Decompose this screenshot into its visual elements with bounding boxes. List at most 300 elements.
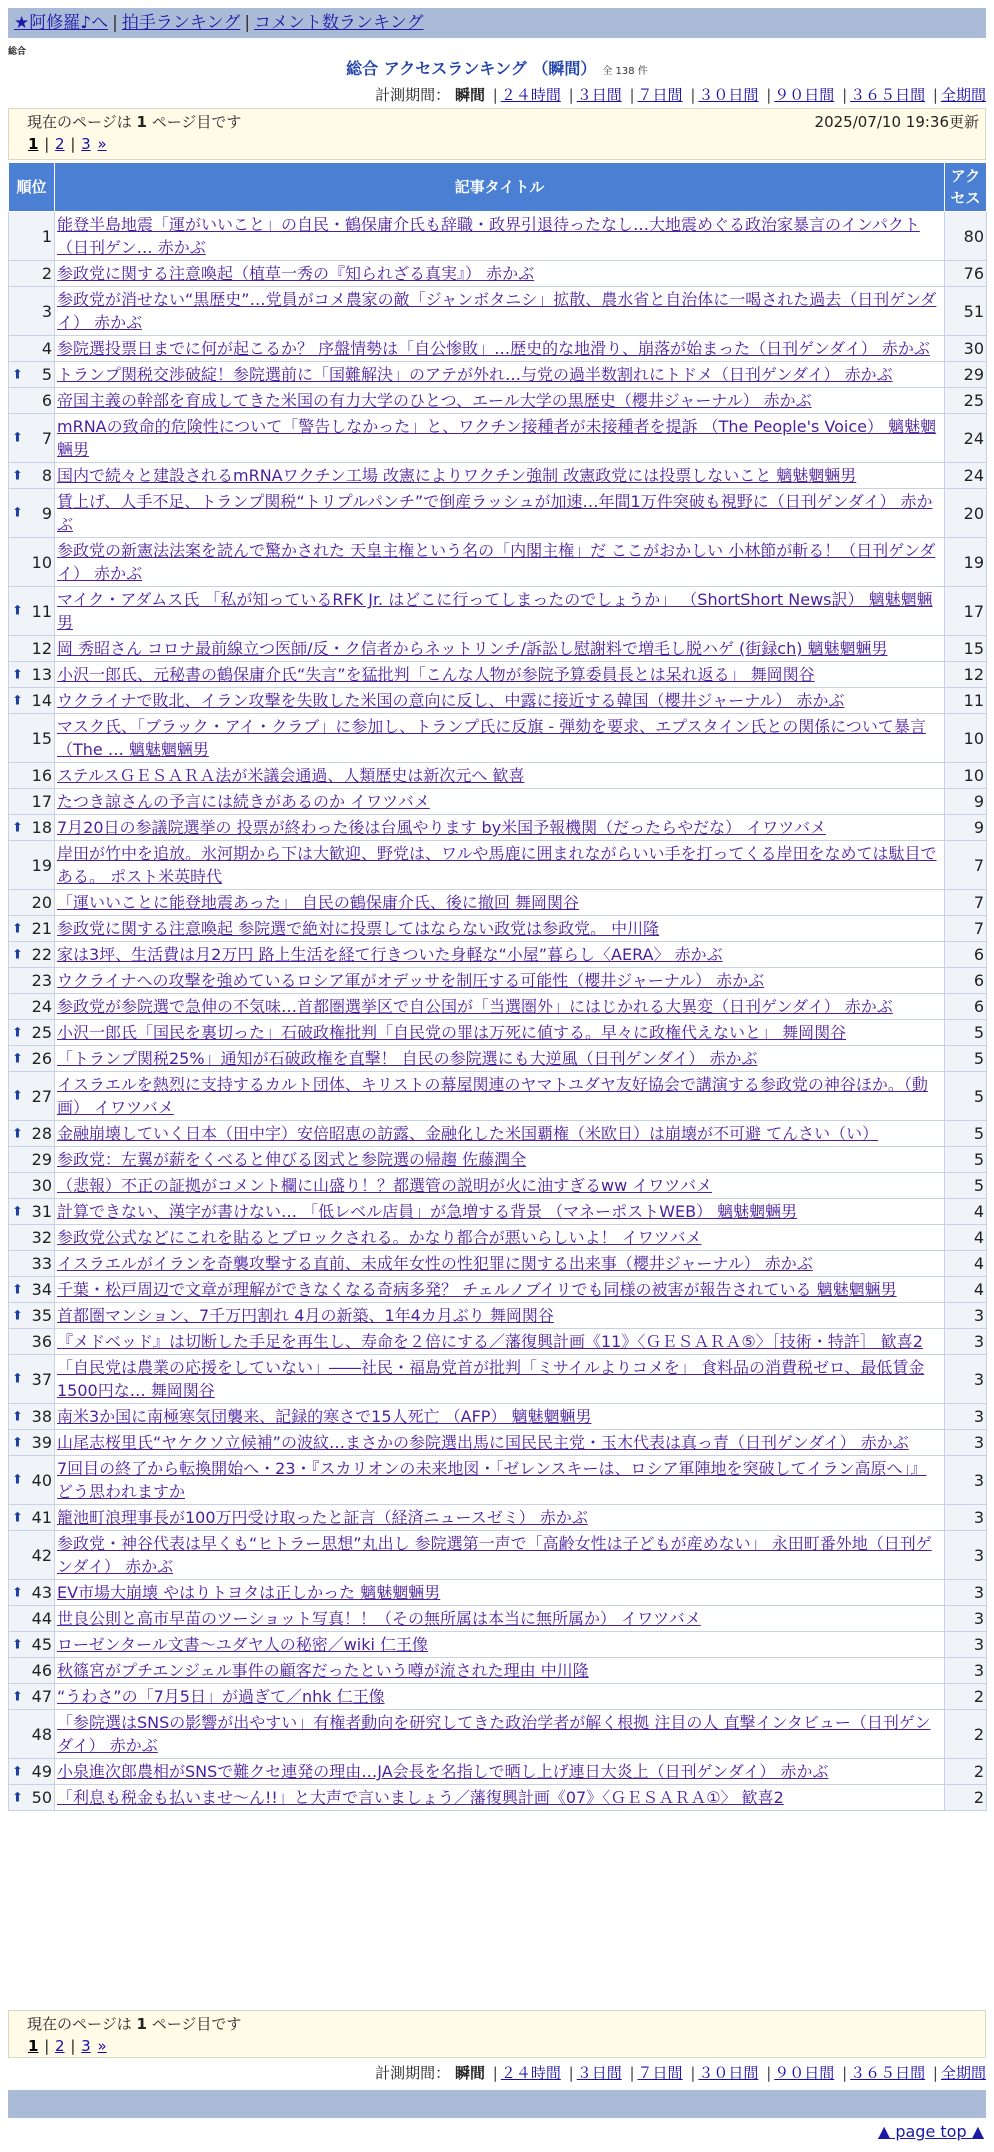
access-count: 51: [945, 287, 987, 336]
access-count: 17: [945, 587, 987, 636]
title-cell: [55, 1277, 945, 1303]
title-cell: [55, 1684, 945, 1710]
title-cell: [55, 1606, 945, 1632]
access-count: 9: [945, 815, 987, 841]
article-title-link[interactable]: トランプ関税交渉破綻！参院選前に「国難解決」のアテが外れ…与党の過半数割れにトドメ（日刊ゲンダイ） 赤かぶ: [57, 365, 893, 384]
rank-cell: [9, 688, 55, 714]
rank-cell: [9, 763, 55, 789]
rank-cell: [9, 287, 55, 336]
access-count: 3: [945, 1505, 987, 1531]
updated-timestamp: 2025/07/10 19:36更新: [814, 113, 979, 131]
rank-number: 45: [31, 1635, 52, 1654]
title-cell: [55, 688, 945, 714]
rank-number: 24: [31, 997, 52, 1016]
title-cell: [55, 1251, 945, 1277]
rank-number: 27: [31, 1086, 52, 1106]
rank-up-arrow-icon: ⬆: [12, 1051, 23, 1066]
table-row: [9, 1020, 987, 1046]
rank-number: 5: [41, 365, 52, 384]
rank-cell: [9, 1632, 55, 1658]
article-title-link[interactable]: 小沢一郎氏「国民を裏切った」石破政権批判「自民党の罪は万死に値する。早々に政権代えないと」 舞岡関谷: [57, 1023, 847, 1042]
title-cell: [55, 1225, 945, 1251]
period-label: 計測期間：: [375, 2064, 451, 2082]
rank-number: 11: [31, 601, 52, 621]
access-count: 3: [945, 1404, 987, 1430]
top-navigation-bar: [8, 8, 986, 38]
access-count: 24: [945, 463, 987, 489]
title-cell: [55, 636, 945, 662]
article-title-link[interactable]: 参政党に関する注意喚起（植草一秀の『知られざる真実』） 赤かぶ: [57, 264, 535, 283]
article-title-link[interactable]: 国内で続々と建設されるmRNAワクチン工場 改憲によりワクチン強制 改憲政党には投票しないこと 魑魅魍魎男: [57, 466, 857, 485]
pager-page-3[interactable]: 3: [81, 135, 91, 153]
rank-cell: [9, 1505, 55, 1531]
access-count: 25: [945, 388, 987, 414]
article-title-link[interactable]: 参政党が消せない“黒歴史”…党員がコメ農家の敵「ジャンボタニシ」拡散、農水省と自治体に一喝された過去（日刊ゲンダイ） 赤かぶ: [57, 290, 937, 332]
table-row: [9, 688, 987, 714]
rank-number: 15: [31, 728, 52, 748]
access-count: 3: [945, 1329, 987, 1355]
title-cell: [55, 841, 945, 890]
rank-number: 3: [41, 301, 52, 321]
article-title-link[interactable]: 首都圏マンション、7千万円割れ 4月の新築、1年4カ月ぶり 舞岡関谷: [57, 1306, 554, 1325]
rank-cell: [9, 388, 55, 414]
article-title-link[interactable]: 「利息も税金も払いませ〜ん!!」と大声で言いましょう／藩復興計画《07》〈ＧＥＳＡＲＡ①〉 歓喜2: [57, 1788, 784, 1807]
page-top-link[interactable]: ▲ page top ▲: [877, 2122, 984, 2141]
title-cell: [55, 212, 945, 261]
access-count: 2: [945, 1710, 987, 1759]
title-cell: [55, 1199, 945, 1225]
table-row: [9, 1606, 987, 1632]
access-count: 7: [945, 841, 987, 890]
table-row: [9, 1303, 987, 1329]
rank-up-arrow-icon: ⬆: [12, 505, 23, 521]
rank-up-arrow-icon: ⬆: [12, 1308, 23, 1323]
access-count: 5: [945, 1173, 987, 1199]
rank-number: 32: [31, 1228, 52, 1247]
rank-cell: [9, 1606, 55, 1632]
nav-link-comment-ranking[interactable]: コメント数ランキング: [254, 13, 424, 33]
rank-up-arrow-icon: ⬆: [12, 1585, 23, 1600]
period-link-24h[interactable]: ２４時間: [500, 86, 561, 104]
article-title-link[interactable]: 参政党に関する注意喚起 参院選で絶対に投票してはならない政党は参政党。 中川隆: [57, 919, 660, 938]
article-title-link[interactable]: 「自民党は農業の応援をしていない」――社民・福島党首が批判「ミサイルよりコメを」 食料品の消費税ゼロ、最低賃金1500円な… 舞岡関谷: [57, 1358, 925, 1400]
title-cell: [55, 261, 945, 287]
access-count: 2: [945, 1785, 987, 1811]
article-title-link[interactable]: 賃上げ、人手不足、トランプ関税“トリプルパンチ”で倒産ラッシュが加速…年間1万件突破も視野に（日刊ゲンダイ） 赤かぶ: [57, 492, 933, 534]
article-title-link[interactable]: 参政党・神谷代表は早くも“ヒトラー思想”丸出し 参院選第一声で「高齢女性は子どもが産めない」 永田町番外地（日刊ゲンダイ） 赤かぶ: [57, 1534, 932, 1576]
category-label: 総合: [8, 47, 27, 57]
title-cell: [55, 414, 945, 463]
table-row: [9, 890, 987, 916]
period-link-30d[interactable]: ３０日間: [698, 86, 759, 104]
access-count: 10: [945, 714, 987, 763]
article-title-link[interactable]: 籠池町浪理事長が100万円受け取ったと証言（経済ニュースゼミ） 赤かぶ: [57, 1508, 588, 1527]
article-title-link[interactable]: 7回目の終了から転換開始へ・23・『スカリオンの未来地図・「ゼレンスキーは、ロシア軍陣地を突破してイラン高原へ」』どう思われますか: [57, 1459, 927, 1501]
pager-page-3[interactable]: 3: [81, 2037, 91, 2055]
table-row: [9, 463, 987, 489]
rank-number: 18: [31, 818, 52, 837]
rank-up-arrow-icon: ⬆: [12, 1764, 23, 1779]
article-title-link[interactable]: 岡 秀昭さん コロナ最前線立つ医師/反・ク信者からネットリンチ/訴訟し慰謝料で増毛し脱ハゲ (街録ch) 魑魅魍魎男: [57, 639, 888, 658]
table-row: [9, 336, 987, 362]
period-label: 計測期間：: [375, 86, 451, 104]
period-current: 瞬間: [454, 2064, 485, 2082]
table-row: [9, 1430, 987, 1456]
rank-up-arrow-icon: ⬆: [12, 430, 23, 446]
table-row: [9, 1684, 987, 1710]
article-title-link[interactable]: 小泉進次郎農相がSNSで難クセ連発の理由…JA会長を名指しで晒し上げ連日大炎上（日刊ゲンダイ） 赤かぶ: [57, 1762, 829, 1781]
column-header-title: 記事タイトル: [55, 163, 945, 212]
table-row: [9, 538, 987, 587]
access-count: 76: [945, 261, 987, 287]
article-title-link[interactable]: 参政党の新憲法法案を読んで驚かされた 天皇主権という名の「内閣主権」だ ここがおかしい 小林節が斬る！（日刊ゲンダイ） 赤かぶ: [57, 541, 936, 583]
rank-cell: [9, 362, 55, 388]
nav-link-applause-ranking[interactable]: 拍手ランキング: [121, 13, 241, 33]
title-cell: [55, 890, 945, 916]
article-title-link[interactable]: ウクライナへの攻撃を強めているロシア軍がオデッサを制圧する可能性（櫻井ジャーナル） 赤かぶ: [57, 971, 765, 990]
article-title-link[interactable]: 岸田が竹中を追放。氷河期から下は大歓迎、野党は、ワルや馬鹿に囲まれながらいい手を打ってくる岸田をなめては駄目である。 ポスト米英時代: [57, 844, 937, 886]
pager-next[interactable]: »: [97, 2037, 107, 2055]
title-cell: [55, 942, 945, 968]
access-count: 80: [945, 212, 987, 261]
rank-number: 40: [31, 1470, 52, 1490]
rank-up-arrow-icon: ⬆: [12, 1371, 23, 1387]
column-header-access: アクセス: [945, 163, 987, 212]
title-cell: [55, 1329, 945, 1355]
article-title-link[interactable]: 家は3坪、生活費は月2万円 路上生活を経て行きついた身軽な“小屋”暮らし〈AERA〉 赤かぶ: [57, 945, 723, 964]
rank-number: 21: [31, 919, 52, 938]
rank-number: 28: [31, 1124, 52, 1143]
table-row: [9, 1404, 987, 1430]
rank-cell: [9, 1225, 55, 1251]
rank-number: 44: [31, 1609, 52, 1628]
rank-cell: [9, 489, 55, 538]
article-title-link[interactable]: 小沢一郎氏、元秘書の鶴保庸介氏“失言”を猛批判「こんな人物が参院予算委員長とは呆れ返る」 舞岡関谷: [57, 665, 815, 684]
article-title-link[interactable]: 秋篠宮がプチエンジェル事件の顧客だったという噂が流された理由 中川隆: [57, 1661, 589, 1680]
rank-cell: [9, 1430, 55, 1456]
article-title-link[interactable]: 山尾志桜里氏“ヤケクソ立候補”の波紋…まさかの参院選出馬に国民民主党・玉木代表は真っ青（日刊ゲンダイ） 赤かぶ: [57, 1433, 909, 1452]
rank-number: 13: [31, 665, 52, 684]
rank-number: 4: [41, 339, 52, 358]
article-title-link[interactable]: 世良公則と高市早苗のツーショット写真！！（その無所属は本当に無所属か） イワツバメ: [57, 1609, 701, 1628]
rank-number: 1: [41, 226, 52, 246]
rank-number: 8: [41, 466, 52, 485]
rank-up-arrow-icon: ⬆: [12, 1637, 23, 1652]
access-count: 5: [945, 1121, 987, 1147]
table-row: [9, 362, 987, 388]
title-cell: [55, 1147, 945, 1173]
access-count: 10: [945, 763, 987, 789]
article-title-link[interactable]: 計算できない、漢字が書けない… 「低レベル店員」が急増する背景 （マネーポストWEB） 魑魅魍魎男: [57, 1202, 798, 1221]
table-row: [9, 789, 987, 815]
title-cell: [55, 1632, 945, 1658]
table-row: [9, 1173, 987, 1199]
rank-number: 50: [31, 1788, 52, 1807]
rank-number: 47: [31, 1687, 52, 1706]
rank-cell: [9, 1684, 55, 1710]
rank-number: 41: [31, 1508, 52, 1527]
rank-number: 17: [31, 792, 52, 811]
title-cell: [55, 1355, 945, 1404]
rank-cell: [9, 1199, 55, 1225]
access-count: 3: [945, 1430, 987, 1456]
access-count: 7: [945, 890, 987, 916]
article-title-link[interactable]: ステルスＧＥＳＡＲＡ法が米議会通過、人類歴史は新次元へ 歓喜: [57, 766, 525, 785]
article-title-link[interactable]: EV市場大崩壊 やはりトヨタは正しかった 魑魅魍魎男: [57, 1583, 441, 1602]
rank-up-arrow-icon: ⬆: [12, 468, 23, 483]
access-count: 3: [945, 1658, 987, 1684]
table-row: [9, 489, 987, 538]
period-link-24h[interactable]: ２４時間: [500, 2064, 561, 2082]
article-title-link[interactable]: マイク・アダムス氏 「私が知っているRFK Jr. はどこに行ってしまったのでしょうか」 （ShortShort News訳） 魑魅魍魎男: [57, 590, 933, 632]
table-row: [9, 1121, 987, 1147]
article-title-link[interactable]: イスラエルを熱烈に支持するカルト団体、キリストの幕屋関連のヤマトユダヤ友好協会で講演する参政党の神谷ほか。（動画） イワツバメ: [57, 1075, 928, 1117]
pager-page-2[interactable]: 2: [55, 135, 65, 153]
rank-up-arrow-icon: ⬆: [12, 667, 23, 682]
period-link-365d[interactable]: ３６５日間: [850, 2064, 926, 2082]
table-row: [9, 1147, 987, 1173]
period-link-all[interactable]: 全期間: [940, 2064, 986, 2082]
pager-current-page[interactable]: 1: [28, 135, 39, 153]
rank-up-arrow-icon: ⬆: [12, 1088, 23, 1104]
access-count: 24: [945, 414, 987, 463]
table-row: [9, 1199, 987, 1225]
page-status-text: 現在のページは 1 ページ目です: [27, 113, 242, 131]
article-title-link[interactable]: たつき諒さんの予言には続きがあるのか イワツバメ: [57, 792, 430, 811]
rank-cell: [9, 463, 55, 489]
rank-cell: [9, 1277, 55, 1303]
rank-cell: [9, 968, 55, 994]
table-row: [9, 841, 987, 890]
article-title-link[interactable]: 千葉・松戸周辺で文章が理解ができなくなる奇病多発？ チェルノブイリでも同様の被害が報告されている 魑魅魍魎男: [57, 1280, 897, 1299]
rank-number: 25: [31, 1023, 52, 1042]
table-row: [9, 388, 987, 414]
access-count: 5: [945, 1046, 987, 1072]
rank-number: 48: [31, 1724, 52, 1744]
ranking-table-body: [9, 212, 987, 1811]
period-link-7d[interactable]: ７日間: [637, 86, 683, 104]
access-count: 30: [945, 336, 987, 362]
table-row: [9, 968, 987, 994]
title-cell: [55, 1658, 945, 1684]
title-cell: [55, 1020, 945, 1046]
access-count: 3: [945, 1303, 987, 1329]
rank-number: 34: [31, 1280, 52, 1299]
access-count: 19: [945, 538, 987, 587]
period-link-90d[interactable]: ９０日間: [774, 86, 835, 104]
rank-up-arrow-icon: ⬆: [12, 820, 23, 835]
article-title-link[interactable]: 「参院選はSNSの影響が出やすい」有権者動向を研究してきた政治学者が解く根拠 注目の人 直撃インタビュー（日刊ゲンダイ） 赤かぶ: [57, 1713, 931, 1755]
rank-cell: [9, 1355, 55, 1404]
period-link-3d[interactable]: ３日間: [576, 2064, 622, 2082]
nav-separator: |: [244, 13, 251, 33]
article-title-link[interactable]: 「運いいことに能登地震あった」 自民の鶴保庸介氏、後に撤回 舞岡関谷: [57, 893, 580, 912]
rank-cell: [9, 1046, 55, 1072]
nav-link-asyura[interactable]: ★阿修羅♪へ: [14, 13, 109, 33]
access-count: 3: [945, 1606, 987, 1632]
article-title-link[interactable]: ウクライナで敗北、イラン攻撃を失敗した米国の意向に反し、中露に接近する韓国（櫻井ジャーナル） 赤かぶ: [57, 691, 845, 710]
rank-number: 19: [31, 855, 52, 875]
article-title-link[interactable]: 7月20日の参議院選挙の 投票が終わった後は台風やります by米国予報機関（だったらやだな） イワツバメ: [57, 818, 826, 837]
rank-number: 43: [31, 1583, 52, 1602]
nav-separator: |: [112, 13, 118, 33]
title-cell: [55, 1430, 945, 1456]
period-link-3d[interactable]: ３日間: [576, 86, 622, 104]
rank-cell: [9, 1456, 55, 1505]
period-link-30d[interactable]: ３０日間: [698, 2064, 759, 2082]
pager-page-2[interactable]: 2: [55, 2037, 65, 2055]
access-count: 3: [945, 1580, 987, 1606]
rank-cell: [9, 261, 55, 287]
article-title-link[interactable]: 参政党：左翼が薪をくべると伸びる図式と参院選の帰趨 佐藤潤全: [57, 1150, 527, 1169]
article-title-link[interactable]: 南米3か国に南極寒気団襲来、記録的寒さで15人死亡 （AFP） 魑魅魍魎男: [57, 1407, 592, 1426]
rank-up-arrow-icon: ⬆: [12, 1689, 23, 1704]
period-selector-top: 計測期間： 瞬間 | ２４時間 | ３日間 | ７日間 | ３０日間 | ９０日間 | ３６５日間 | 全期間: [375, 86, 986, 104]
rank-cell: [9, 1658, 55, 1684]
article-title-link[interactable]: （悲報）不正の証拠がコメント欄に山盛り！？都選管の説明が火に油すぎるww イワツバメ: [57, 1176, 712, 1195]
title-cell: [55, 489, 945, 538]
rank-number: 2: [41, 264, 52, 283]
rank-number: 36: [31, 1332, 52, 1351]
pager-next[interactable]: »: [97, 135, 107, 153]
article-title-link[interactable]: 「トランプ関税25%」通知が石破政権を直撃！ 自民の参院選にも大逆風（日刊ゲンダイ） 赤かぶ: [57, 1049, 758, 1068]
rank-number: 6: [41, 391, 52, 410]
article-title-link[interactable]: マスク氏、「ブラック・アイ・クラブ」に参加し、トランプ氏に反旗 - 弾劾を要求、エプスタイン氏との関係について暴言（The … 魑魅魍魎男: [57, 717, 926, 759]
rank-cell: [9, 538, 55, 587]
rank-number: 37: [31, 1369, 52, 1389]
period-link-all[interactable]: 全期間: [940, 86, 986, 104]
table-row: [9, 1046, 987, 1072]
period-current: 瞬間: [454, 86, 485, 104]
rank-cell: [9, 1329, 55, 1355]
table-row: [9, 1531, 987, 1580]
article-title-link[interactable]: “うわさ”の「7月5日」が過ぎて／nhk 仁王像: [57, 1687, 385, 1706]
article-title-link[interactable]: 能登半島地震「運がいいこと」の自民・鶴保庸介氏も辞職・政界引退待ったなし…大地震めぐる政治家暴言のインパクト（日刊ゲン… 赤かぶ: [57, 215, 920, 257]
title-cell: [55, 287, 945, 336]
rank-cell: [9, 1785, 55, 1811]
rank-number: 31: [31, 1202, 52, 1221]
rank-number: 30: [31, 1176, 52, 1195]
total-count: 全 138 件: [602, 66, 648, 77]
title-cell: [55, 1303, 945, 1329]
table-row: [9, 1759, 987, 1785]
rank-number: 33: [31, 1254, 52, 1273]
table-row: [9, 636, 987, 662]
table-row: [9, 212, 987, 261]
rank-cell: [9, 1710, 55, 1759]
table-row: [9, 1456, 987, 1505]
article-title-link[interactable]: 金融崩壊していく日本（田中宇）安倍昭恵の訪露、金融化した米国覇権（米欧日）は崩壊が不可避 てんさい（い）: [57, 1124, 879, 1143]
period-link-365d[interactable]: ３６５日間: [850, 86, 926, 104]
access-count: 5: [945, 1072, 987, 1121]
rank-up-arrow-icon: ⬆: [12, 947, 23, 962]
ranking-table: [8, 162, 987, 1811]
rank-cell: [9, 636, 55, 662]
article-title-link[interactable]: イスラエルがイランを奇襲攻撃する直前、未成年女性の性犯罪に関する出来事（櫻井ジャーナル） 赤かぶ: [57, 1254, 813, 1273]
article-title-link[interactable]: mRNAの致命的危険性について「警告しなかった」と、ワクチン接種者が未接種者を提訴 （The People's Voice） 魑魅魍魎男: [57, 417, 937, 459]
article-title-link[interactable]: 『メドベッド』は切断した手足を再生し、寿命を２倍にする／藩復興計画《11》〈ＧＥＳＡＲＡ⑤〉［技術・特許］ 歓喜2: [57, 1332, 923, 1351]
table-row: [9, 1505, 987, 1531]
rank-number: 46: [31, 1661, 52, 1680]
rank-number: 7: [41, 428, 52, 448]
period-link-7d[interactable]: ７日間: [637, 2064, 683, 2082]
rank-number: 20: [31, 893, 52, 912]
table-row: [9, 1632, 987, 1658]
access-count: 4: [945, 1199, 987, 1225]
table-row: [9, 714, 987, 763]
rank-up-arrow-icon: ⬆: [12, 1435, 23, 1450]
page-title: [0, 58, 994, 83]
table-row: [9, 287, 987, 336]
article-title-link[interactable]: 参院選投票日までに何が起こるか？ 序盤情勢は「自公惨敗」…歴史的な地滑り、崩落が始まった（日刊ゲンダイ） 赤かぶ: [57, 339, 930, 358]
article-title-link[interactable]: 帝国主義の幹部を育成してきた米国の有力大学のひとつ、エール大学の黒歴史（櫻井ジャーナル） 赤かぶ: [57, 391, 812, 410]
rank-cell: [9, 1121, 55, 1147]
rank-cell: [9, 1531, 55, 1580]
access-count: 4: [945, 1225, 987, 1251]
rank-cell: [9, 1404, 55, 1430]
rank-up-arrow-icon: ⬆: [12, 1282, 23, 1297]
title-cell: [55, 968, 945, 994]
title-cell: [55, 1785, 945, 1811]
rank-up-arrow-icon: ⬆: [12, 1472, 23, 1488]
table-row: [9, 1072, 987, 1121]
rank-cell: [9, 714, 55, 763]
pager-current-page[interactable]: 1: [28, 2037, 39, 2055]
title-cell: [55, 1121, 945, 1147]
rank-number: 39: [31, 1433, 52, 1452]
rank-up-arrow-icon: ⬆: [12, 1790, 23, 1805]
page-title-text: 総合 アクセスランキング （瞬間）: [346, 59, 597, 78]
period-link-90d[interactable]: ９０日間: [774, 2064, 835, 2082]
rank-cell: [9, 890, 55, 916]
title-cell: [55, 587, 945, 636]
rank-number: 26: [31, 1049, 52, 1068]
rank-cell: [9, 815, 55, 841]
access-count: 20: [945, 489, 987, 538]
rank-cell: [9, 1072, 55, 1121]
access-count: 5: [945, 1147, 987, 1173]
access-count: 6: [945, 994, 987, 1020]
pager-top: 1 | 2 | 3 »: [28, 135, 107, 153]
article-title-link[interactable]: ローゼンタール文書〜ユダヤ人の秘密／wiki 仁王像: [57, 1635, 429, 1654]
rank-cell: [9, 789, 55, 815]
table-row: [9, 815, 987, 841]
rank-cell: [9, 1303, 55, 1329]
access-count: 12: [945, 662, 987, 688]
page-status-text: 現在のページは 1 ページ目です: [27, 2015, 242, 2033]
rank-up-arrow-icon: ⬆: [12, 603, 23, 619]
rank-number: 38: [31, 1407, 52, 1426]
rank-cell: [9, 662, 55, 688]
table-row: [9, 1355, 987, 1404]
rank-cell: [9, 1251, 55, 1277]
rank-cell: [9, 587, 55, 636]
title-cell: [55, 763, 945, 789]
article-title-link[interactable]: 参政党公式などにこれを貼るとブロックされる。かなり都合が悪いらしいよ！ イワツバメ: [57, 1228, 702, 1247]
access-count: 11: [945, 688, 987, 714]
access-count: 15: [945, 636, 987, 662]
rank-cell: [9, 336, 55, 362]
title-cell: [55, 815, 945, 841]
title-cell: [55, 1580, 945, 1606]
article-title-link[interactable]: 参政党が参院選で急伸の不気味…首都圏選挙区で自公国が「当選圏外」にはじかれる大異変（日刊ゲンダイ） 赤かぶ: [57, 997, 893, 1016]
rank-number: 10: [31, 552, 52, 572]
access-count: 29: [945, 362, 987, 388]
title-cell: [55, 662, 945, 688]
access-count: 4: [945, 1251, 987, 1277]
rank-cell: [9, 942, 55, 968]
title-cell: [55, 1404, 945, 1430]
